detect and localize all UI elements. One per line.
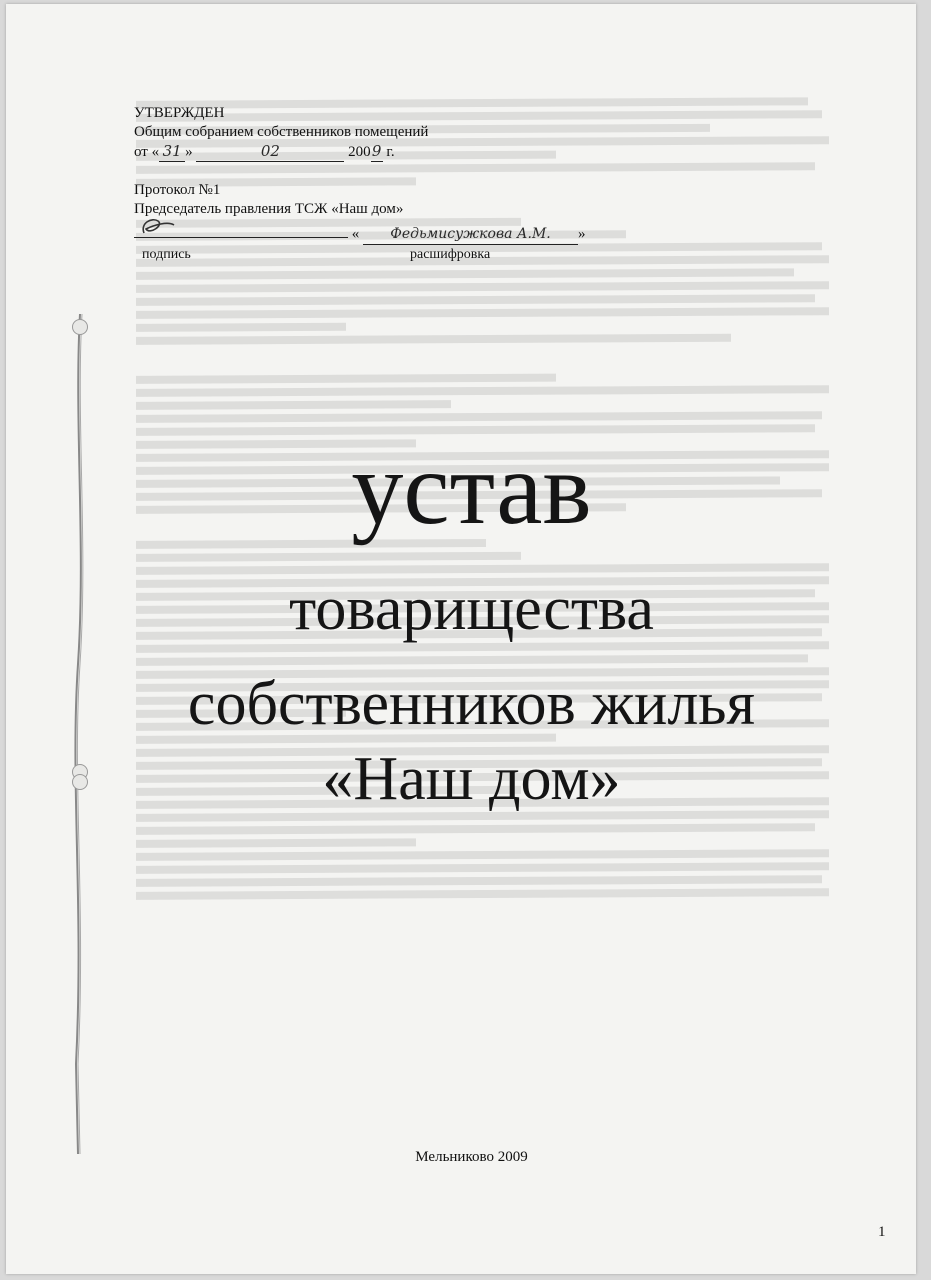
signature-caption: подпись (142, 247, 191, 262)
decode-caption: расшифровка (410, 247, 491, 262)
decoded-name-field: Федьмисужкова А.М. (363, 225, 578, 245)
title-line-4: «Наш дом» (322, 745, 621, 813)
place-year: Мельниково 2009 (415, 1149, 528, 1165)
document-title: устав (351, 431, 592, 546)
year-field: 9 (371, 142, 382, 160)
month-field: 02 (196, 142, 344, 162)
punch-hole (72, 319, 88, 335)
chairman-title: Председатель правления ТСЖ «Наш дом» (134, 201, 404, 217)
page-number: 1 (878, 1224, 886, 1240)
approved-label: УТВЕРЖДЕН (134, 105, 225, 121)
date-line: от « 31 » 02 2009 г. (134, 142, 395, 160)
signature-captions (134, 245, 586, 264)
approval-block (134, 104, 586, 264)
document-page (6, 4, 916, 1274)
protocol-number: Протокол №1 (134, 182, 221, 198)
day-field: 31 (159, 142, 185, 162)
assembly-line: Общим собранием собственников помещений (134, 124, 429, 140)
title-line-2: товарищества (289, 575, 654, 643)
signature-line: « Федьмисужкова А.М. » (134, 223, 586, 245)
title-line-3: собственников жилья (187, 670, 756, 738)
signature-icon (138, 215, 178, 239)
signature-field (134, 223, 348, 238)
